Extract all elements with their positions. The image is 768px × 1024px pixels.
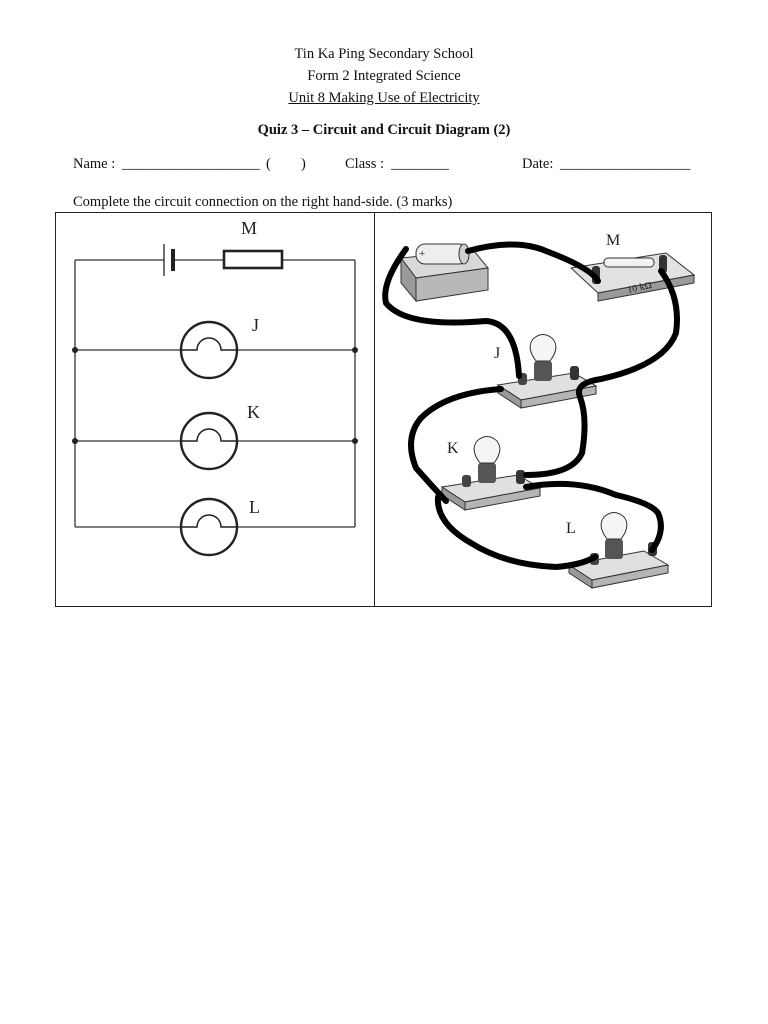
quiz-title: Quiz 3 – Circuit and Circuit Diagram (2) bbox=[257, 122, 511, 138]
junction-dot bbox=[352, 347, 358, 353]
picture-label-l: L bbox=[566, 520, 576, 537]
class-number-open: ( bbox=[266, 156, 271, 172]
unit-title-text: Unit 8 Making Use of Electricity bbox=[288, 90, 480, 106]
class-field[interactable]: ________ bbox=[391, 156, 449, 172]
date-field[interactable]: __________________ bbox=[560, 156, 691, 172]
cell-plus-sign: + bbox=[419, 248, 426, 260]
wire-k-to-l-right bbox=[526, 484, 661, 550]
instruction: Complete the circuit connection on the right hand-side. (3 marks) bbox=[73, 194, 453, 210]
label-j: J bbox=[252, 315, 260, 335]
cell-symbol bbox=[164, 244, 173, 276]
label-l: L bbox=[249, 497, 260, 517]
picture-label-j: J bbox=[494, 345, 501, 362]
date-label: Date: bbox=[522, 156, 554, 172]
resistor-value-label: 10 kΩ bbox=[626, 279, 654, 296]
class-label: Class : bbox=[345, 156, 385, 172]
junction-dot bbox=[72, 438, 78, 444]
resistor-symbol bbox=[224, 251, 282, 268]
label-k: K bbox=[247, 402, 260, 422]
bulb-symbol-j bbox=[180, 322, 238, 378]
circuit-diagram bbox=[56, 213, 374, 606]
picture-label-k: K bbox=[447, 440, 459, 457]
unit-title bbox=[0, 89, 768, 107]
bulb-symbol-k bbox=[180, 413, 238, 469]
junction-dot bbox=[72, 347, 78, 353]
battery-holder bbox=[401, 244, 488, 301]
junction-dot bbox=[352, 438, 358, 444]
frame-divider bbox=[374, 212, 375, 607]
picture-label-m: M bbox=[606, 232, 621, 249]
school-name: Tin Ka Ping Secondary School bbox=[294, 46, 474, 62]
name-field[interactable]: ___________________ bbox=[122, 156, 260, 172]
form-subject: Form 2 Integrated Science bbox=[307, 68, 461, 84]
name-label: Name : bbox=[73, 156, 116, 172]
bulb-symbol-l bbox=[180, 499, 238, 555]
apparatus-picture bbox=[376, 213, 711, 606]
label-m: M bbox=[241, 218, 258, 238]
class-number-close: ) bbox=[301, 156, 306, 172]
